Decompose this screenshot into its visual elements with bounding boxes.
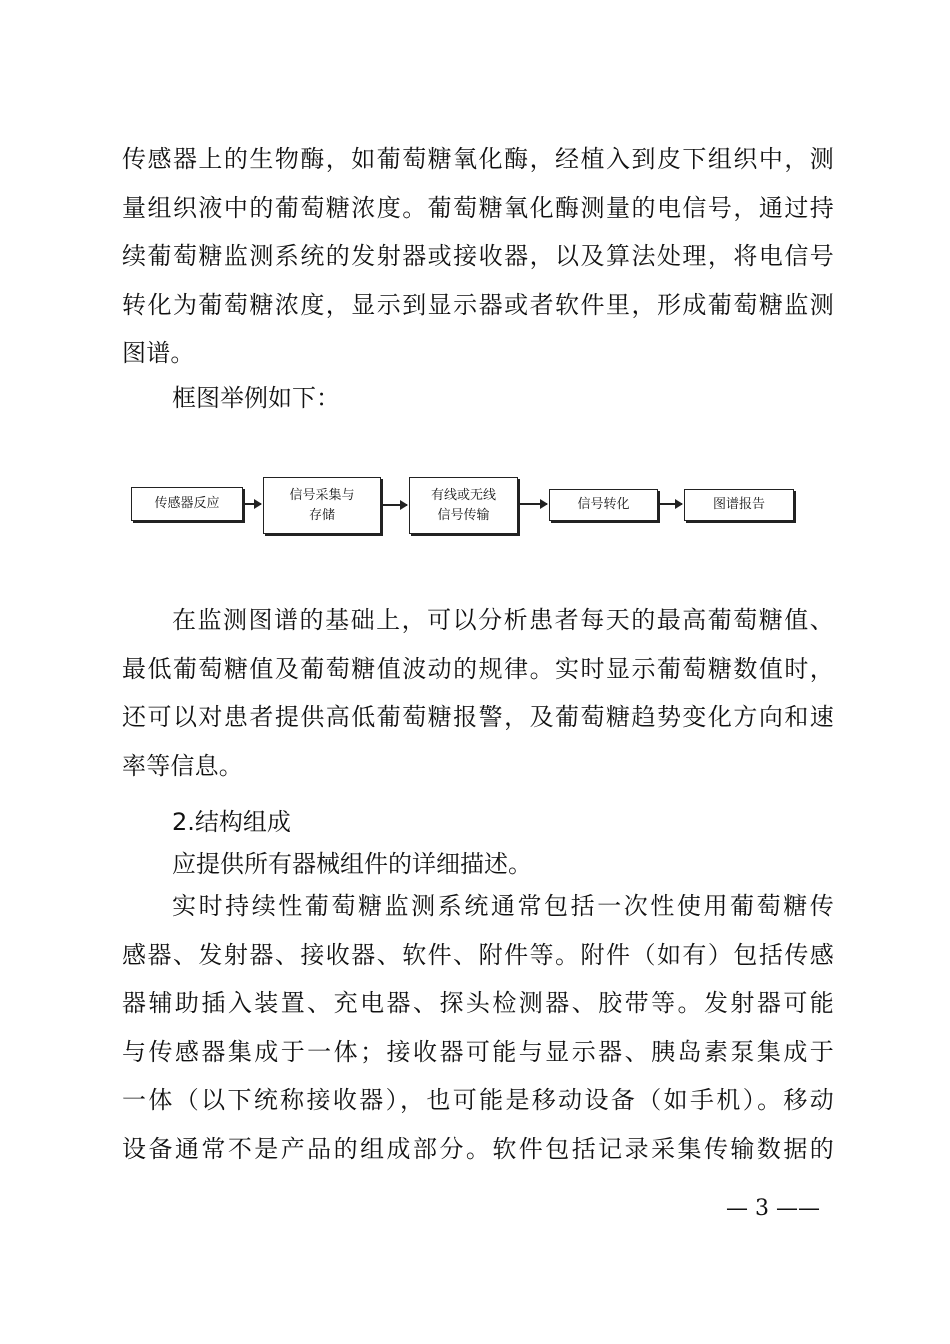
flow-box-signal-transmission [409, 477, 518, 534]
text-line: 最低葡萄糖值及葡萄糖值波动的规律。实时显示葡萄糖数值时， [122, 654, 834, 683]
flow-box-label: 有线或无线 [430, 487, 496, 503]
text-line: 续葡萄糖监测系统的发射器或接收器，以及算法处理，将电信号 [122, 242, 834, 270]
text-line: 传感器上的生物酶，如葡萄糖氧化酶，经植入到皮下组织中，测 [122, 145, 834, 173]
section-heading: 2.结构组成 [172, 808, 291, 836]
text-line: 图谱。 [122, 339, 195, 367]
flow-box-label: 存储 [308, 507, 335, 523]
flow-box-label: 传感器反应 [154, 496, 220, 511]
flow-arrow [518, 503, 547, 505]
flow-box-label: 信号转化 [577, 497, 630, 512]
text-line: 量组织液中的葡萄糖浓度。葡萄糖氧化酶测量的电信号，通过持 [122, 193, 834, 222]
paragraph-analysis [122, 596, 834, 790]
text-line: 与传感器集成于一体；接收器可能与显示器、胰岛素泵集成于 [122, 1037, 834, 1066]
flow-box-label: 图谱报告 [712, 497, 765, 512]
text-line: 在监测图谱的基础上，可以分析患者每天的最高葡萄糖值、 [172, 606, 834, 634]
flow-box-label: 信号传输 [437, 507, 490, 523]
text-line: 率等信息。 [122, 751, 243, 780]
section-description: 应提供所有器械组件的详细描述。 [172, 850, 532, 878]
text-line: 感器、发射器、接收器、软件、附件等。附件（如有）包括传感 [122, 940, 834, 969]
flow-arrow [243, 503, 261, 505]
text-line: 还可以对患者提供高低葡萄糖报警，及葡萄糖趋势变化方向和速 [122, 703, 834, 731]
flow-box-signal-conversion [549, 489, 658, 521]
flow-box-sensor-reaction [131, 487, 243, 521]
paragraph-components [122, 882, 834, 1173]
flow-box-report [684, 489, 794, 521]
text-line: 设备通常不是产品的组成部分。软件包括记录采集传输数据的 [122, 1134, 834, 1163]
flow-box-signal-acquisition [263, 477, 381, 534]
diagram-intro: 框图举例如下： [172, 384, 340, 412]
flow-box-label: 信号采集与 [289, 487, 355, 503]
flow-arrow [658, 503, 682, 505]
text-line: 实时持续性葡萄糖监测系统通常包括一次性使用葡萄糖传 [172, 892, 834, 920]
page-number: — 3 —— [726, 1196, 820, 1221]
text-line: 转化为葡萄糖浓度，显示到显示器或者软件里，形成葡萄糖监测 [122, 290, 834, 319]
paragraph-sensor-principle [122, 135, 834, 378]
text-line: 一体（以下统称接收器），也可能是移动设备（如手机）。移动 [122, 1086, 834, 1114]
flow-arrow [381, 504, 407, 506]
text-line: 器辅助插入装置、充电器、探头检测器、胶带等。发射器可能 [122, 989, 834, 1017]
